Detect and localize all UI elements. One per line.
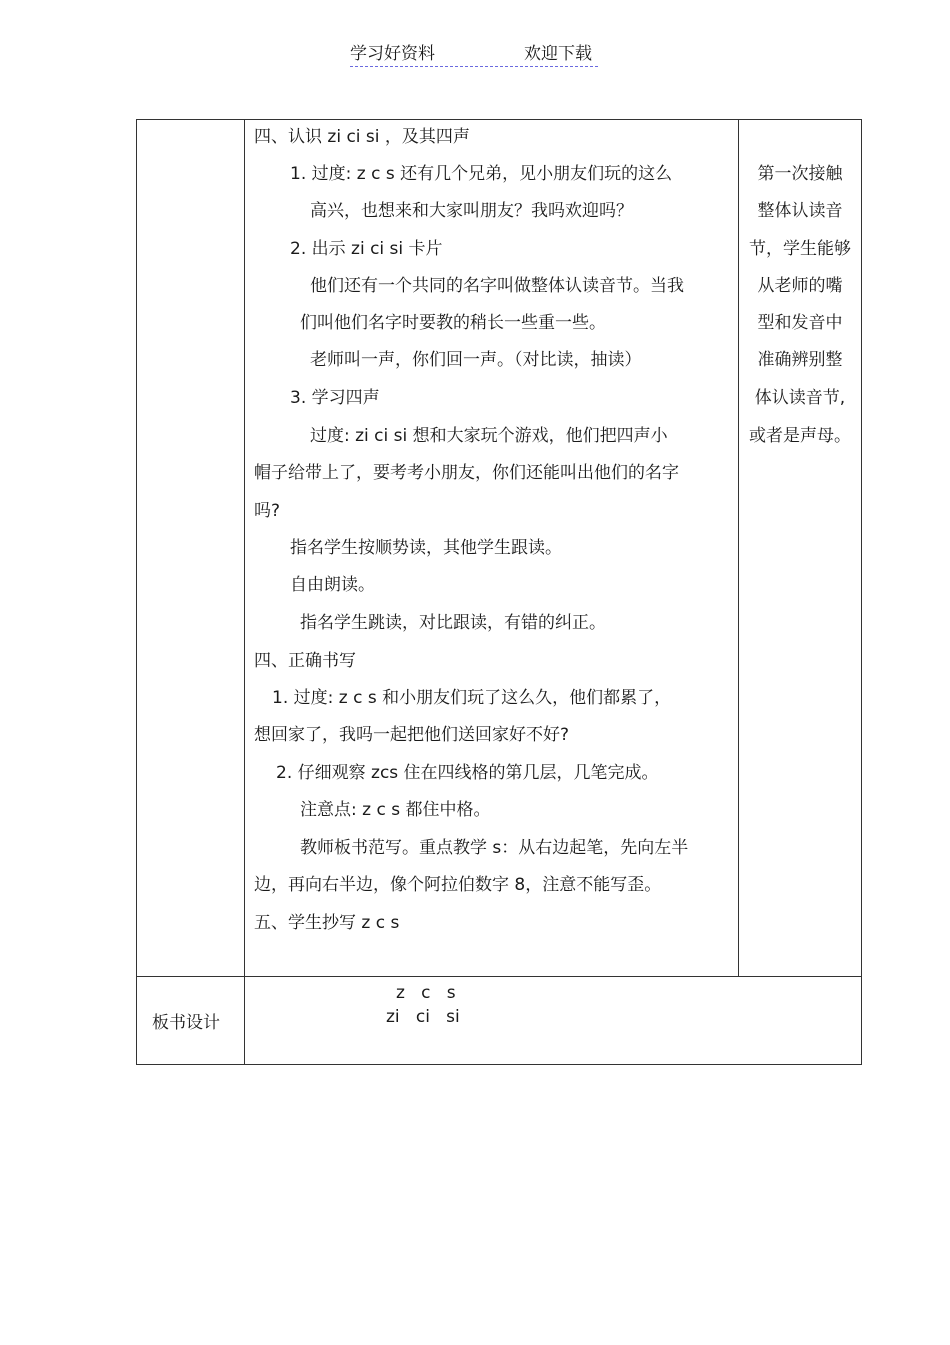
content-line: 2. 仔细观察 zcs 住在四线格的第几层，几笔完成。 bbox=[276, 763, 659, 783]
content-line: 四、正确书写 bbox=[254, 651, 356, 671]
header-right-text: 欢迎下载 bbox=[524, 44, 592, 64]
table-left-border bbox=[136, 119, 137, 1065]
note-line: 准确辨别整 bbox=[757, 350, 843, 370]
note-line: 节，学生能够 bbox=[749, 239, 851, 259]
note-line: 或者是声母。 bbox=[749, 426, 851, 446]
header-left-text: 学习好资料 bbox=[350, 44, 435, 64]
board-design-line-1: z c s bbox=[396, 983, 456, 1003]
content-line: 想回家了，我吗一起把他们送回家好不好? bbox=[254, 725, 570, 745]
board-design-line-2: zi ci si bbox=[386, 1007, 460, 1027]
content-line: 吗? bbox=[254, 501, 281, 521]
content-line: 老师叫一声，你们回一声。（对比读，抽读） bbox=[310, 350, 642, 370]
note-line: 型和发音中 bbox=[757, 313, 843, 333]
content-line: 高兴，也想来和大家叫朋友？我吗欢迎吗？ bbox=[310, 201, 633, 221]
board-design-label: 板书设计 bbox=[152, 1013, 220, 1033]
content-line: 1. 过度: z c s 还有几个兄弟，见小朋友们玩的这么 bbox=[290, 164, 673, 184]
content-line: 自由朗读。 bbox=[290, 575, 375, 595]
content-line: 注意点: z c s 都住中格。 bbox=[300, 800, 491, 820]
page-header bbox=[350, 40, 598, 67]
note-line: 整体认读音 bbox=[757, 201, 843, 221]
content-line: 边，再向右半边，像个阿拉伯数字 8，注意不能写歪。 bbox=[254, 875, 662, 895]
content-line: 帽子给带上了，要考考小朋友，你们还能叫出他们的名字 bbox=[254, 463, 679, 483]
content-line: 五、学生抄写 z c s bbox=[254, 913, 400, 933]
note-line: 从老师的嘴 bbox=[757, 276, 843, 296]
table-column-divider bbox=[244, 119, 245, 1065]
content-line: 四、认识 zi ci si ，及其四声 bbox=[254, 127, 470, 147]
note-line: 第一次接触 bbox=[757, 164, 843, 184]
content-line: 指名学生按顺势读，其他学生跟读。 bbox=[290, 538, 562, 558]
content-line: 3. 学习四声 bbox=[290, 388, 380, 408]
content-line: 教师板书范写。重点教学 s：从右边起笔，先向左半 bbox=[300, 838, 689, 858]
table-right-border bbox=[861, 119, 862, 1065]
content-line: 他们还有一个共同的名字叫做整体认读音节。当我 bbox=[310, 276, 684, 296]
content-line: 2. 出示 zi ci si 卡片 bbox=[290, 239, 443, 259]
content-line: 过度: zi ci si 想和大家玩个游戏，他们把四声小 bbox=[310, 426, 668, 446]
content-line: 1. 过度: z c s 和小朋友们玩了这么久，他们都累了， bbox=[272, 688, 672, 708]
content-line: 们叫他们名字时要教的稍长一些重一些。 bbox=[300, 313, 606, 333]
note-line: 体认读音节, bbox=[754, 388, 846, 408]
content-line: 指名学生跳读，对比跟读，有错的纠正。 bbox=[300, 613, 606, 633]
